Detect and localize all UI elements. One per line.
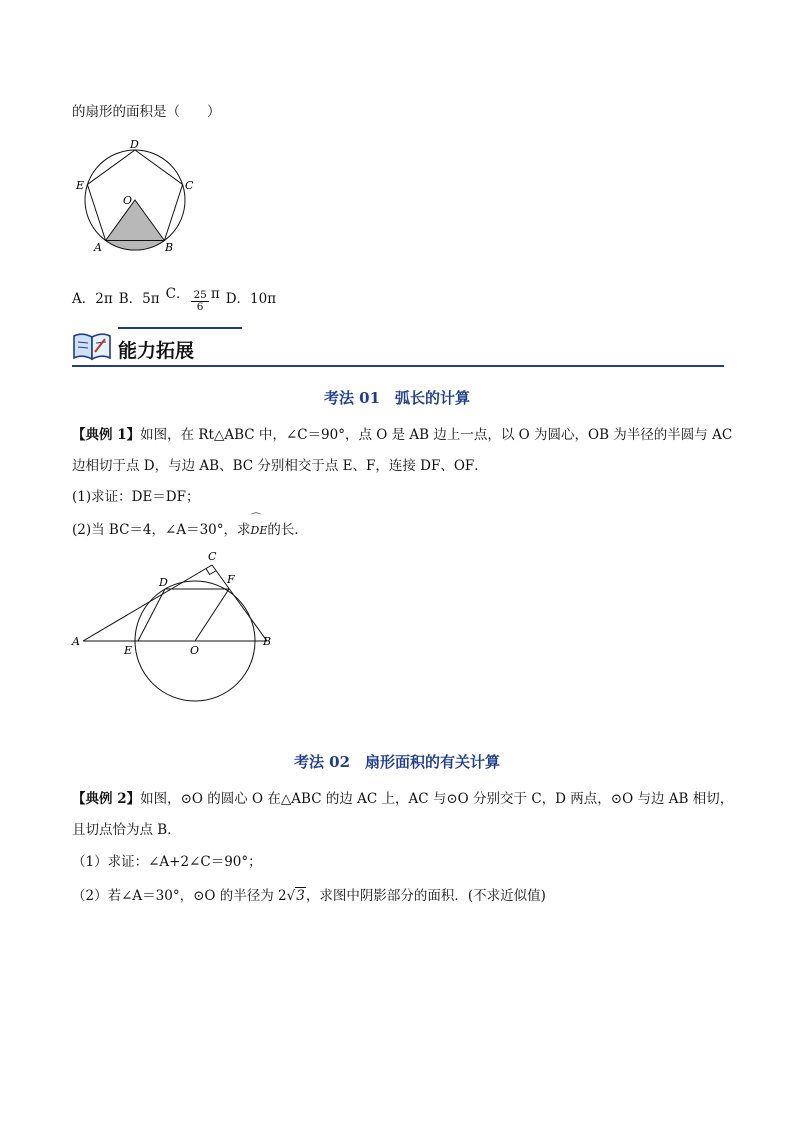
fig2-label-o: O (190, 644, 200, 657)
header-top-line (118, 327, 242, 329)
choice-c[interactable]: C． $\frac{25}{6}$ π (165, 285, 220, 313)
fig1-label-a: A (94, 241, 102, 254)
pentagon-figure (72, 138, 202, 260)
section-title-1: 考法 01 弧长的计算 (323, 389, 471, 407)
arc-de-notation: ⌒ DE (251, 518, 268, 541)
choice-b[interactable]: B．5π (118, 291, 160, 307)
fig1-label-d: D (130, 138, 139, 151)
fig2-label-f: F (227, 573, 235, 586)
fig1-label-e: E (76, 179, 85, 192)
fig2-label-c: C (208, 550, 217, 563)
example-1-part-2: (2)当 BC＝4，∠A＝30°，求⌒ DE的长． (72, 518, 308, 541)
question-intro: 的扇形的面积是（ ） (72, 104, 221, 120)
example-1-line-1: 【典例 1】如图，在 Rt△ABC 中，∠C＝90°，点 O 是 AB 边上一点，以 O 为圆心，OB 为半径的半圆与 AC (72, 427, 733, 443)
section-title-2: 考法 02 扇形面积的有关计算 (293, 753, 501, 771)
header-rule (72, 365, 724, 367)
choice-d[interactable]: D．10π (225, 291, 277, 307)
fig1-label-c: C (185, 179, 194, 192)
fig1-label-b: B (165, 241, 174, 254)
example-1-part-1: (1)求证：DE＝DF； (72, 489, 200, 505)
section-header (72, 326, 724, 368)
example-2-part-2: （2）若∠A＝30°，⊙O 的半径为 2√3，求图中阴影部分的面积．(不求近似值) (72, 888, 546, 904)
fig2-label-d: D (159, 576, 168, 589)
triangle-circle-figure (66, 548, 286, 706)
header-title: 能力拓展 (118, 340, 195, 362)
choice-a[interactable]: A．2π (72, 291, 113, 307)
fig2-label-b: B (263, 635, 272, 648)
example-2-part-1: （1）求证：∠A+2∠C＝90°； (72, 854, 262, 870)
fig2-label-a: A (72, 635, 80, 648)
sqrt-symbol: √3 (286, 888, 305, 904)
example-2-line-1: 【典例 2】如图，⊙O 的圆心 O 在△ABC 的边 AC 上，AC 与⊙O 分别交于 C，D 两点，⊙O 与边 AB 相切， (72, 791, 734, 807)
example-2-line-2: 且切点恰为点 B． (72, 822, 181, 838)
book-icon (72, 330, 112, 362)
fig2-label-e: E (124, 644, 133, 657)
fig1-label-o: O (123, 194, 133, 207)
answer-choices (72, 282, 276, 312)
example-1-line-2: 边相切于点 D，与边 AB、BC 分别相交于点 E、F，连接 DF、OF． (72, 458, 488, 474)
